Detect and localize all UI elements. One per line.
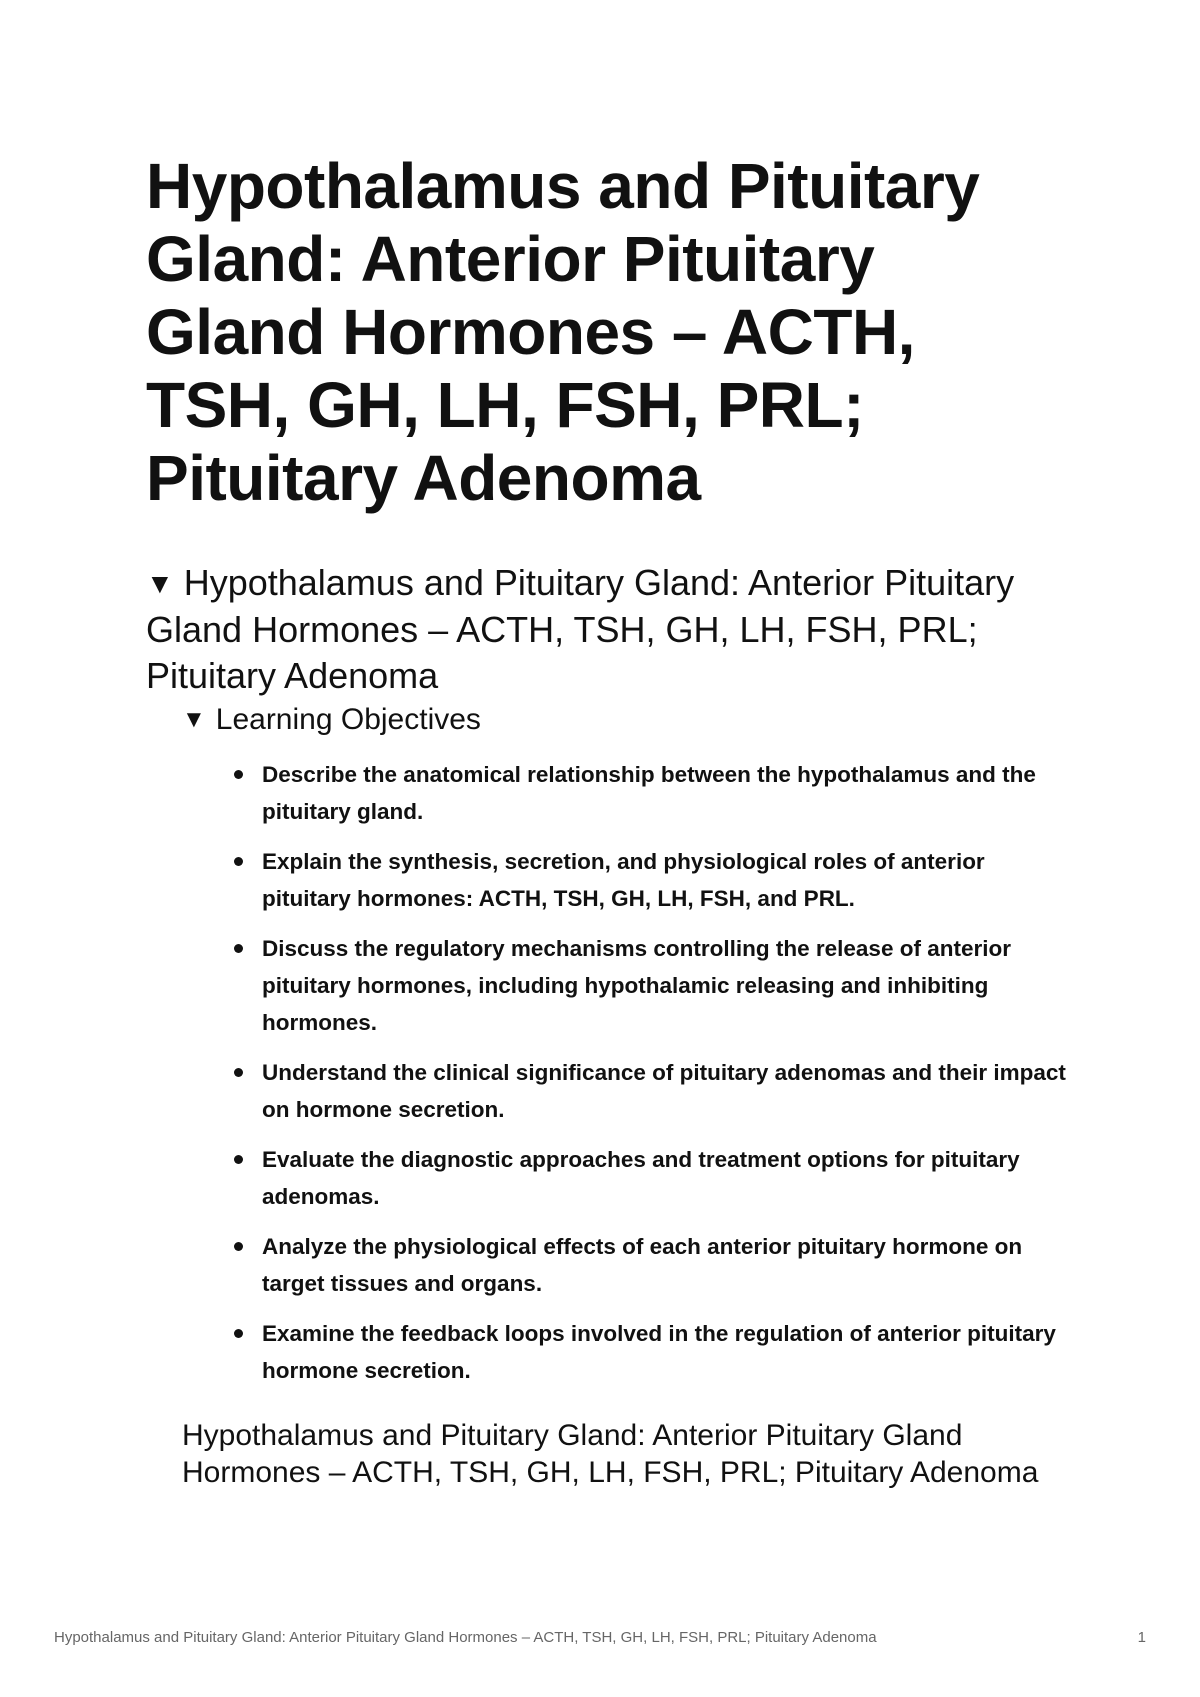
learning-objectives-list xyxy=(226,756,1066,1402)
page-number: 1 xyxy=(1137,1629,1146,1646)
list-item xyxy=(226,1054,1066,1128)
list-item-text: Examine the feedback loops involved in the regulation of anterior pituitary hormone secretion. xyxy=(262,1321,1056,1383)
list-item xyxy=(226,1315,1066,1389)
list-item-text: Understand the clinical significance of pituitary adenomas and their impact on hormone secretion. xyxy=(262,1060,1066,1122)
document-title: Hypothalamus and Pituitary Gland: Anterior Pituitary Gland Hormones – ACTH, TSH, GH, LH, FSH, PRL; Pituitary Adenoma xyxy=(146,150,980,514)
list-item-text: Describe the anatomical relationship between the hypothalamus and the pituitary gland. xyxy=(262,762,1036,824)
toggle-heading[interactable] xyxy=(146,560,1046,699)
learning-objectives-toggle[interactable] xyxy=(182,700,1042,740)
bullet-icon xyxy=(234,770,243,779)
list-item xyxy=(226,756,1066,830)
list-item-text: Explain the synthesis, secretion, and physiological roles of anterior pituitary hormones: ACTH, TSH, GH, LH, FSH, and PRL. xyxy=(262,849,985,911)
bullet-icon xyxy=(234,857,243,866)
list-item-text: Discuss the regulatory mechanisms controlling the release of anterior pituitary hormones, including hypothalamic releasing and inhibiting hormones. xyxy=(262,936,1011,1035)
list-item-text: Evaluate the diagnostic approaches and treatment options for pituitary adenomas. xyxy=(262,1147,1020,1209)
list-item xyxy=(226,1141,1066,1215)
bullet-icon xyxy=(234,1242,243,1251)
list-item-text: Analyze the physiological effects of each anterior pituitary hormone on target tissues and organs. xyxy=(262,1234,1023,1296)
bullet-icon xyxy=(234,944,243,953)
bullet-icon xyxy=(234,1155,243,1164)
toggle-triangle-icon[interactable]: ▼ xyxy=(146,568,174,599)
section-heading: Hypothalamus and Pituitary Gland: Anterior Pituitary Gland Hormones – ACTH, TSH, GH, LH, FSH, PRL; Pituitary Adenoma xyxy=(182,1419,1039,1489)
footer-text: Hypothalamus and Pituitary Gland: Anterior Pituitary Gland Hormones – ACTH, TSH, GH, LH, FSH, PRL; Pituitary Adenoma xyxy=(54,1629,877,1646)
bullet-icon xyxy=(234,1329,243,1338)
bullet-icon xyxy=(234,1068,243,1077)
list-item xyxy=(226,930,1066,1041)
toggle-heading-text: Hypothalamus and Pituitary Gland: Anterior Pituitary Gland Hormones – ACTH, TSH, GH, LH, FSH, PRL; Pituitary Adenoma xyxy=(146,562,1015,696)
list-item xyxy=(226,1228,1066,1302)
toggle-triangle-icon[interactable]: ▼ xyxy=(182,706,206,733)
list-item xyxy=(226,843,1066,917)
learning-objectives-heading: Learning Objectives xyxy=(215,703,481,736)
